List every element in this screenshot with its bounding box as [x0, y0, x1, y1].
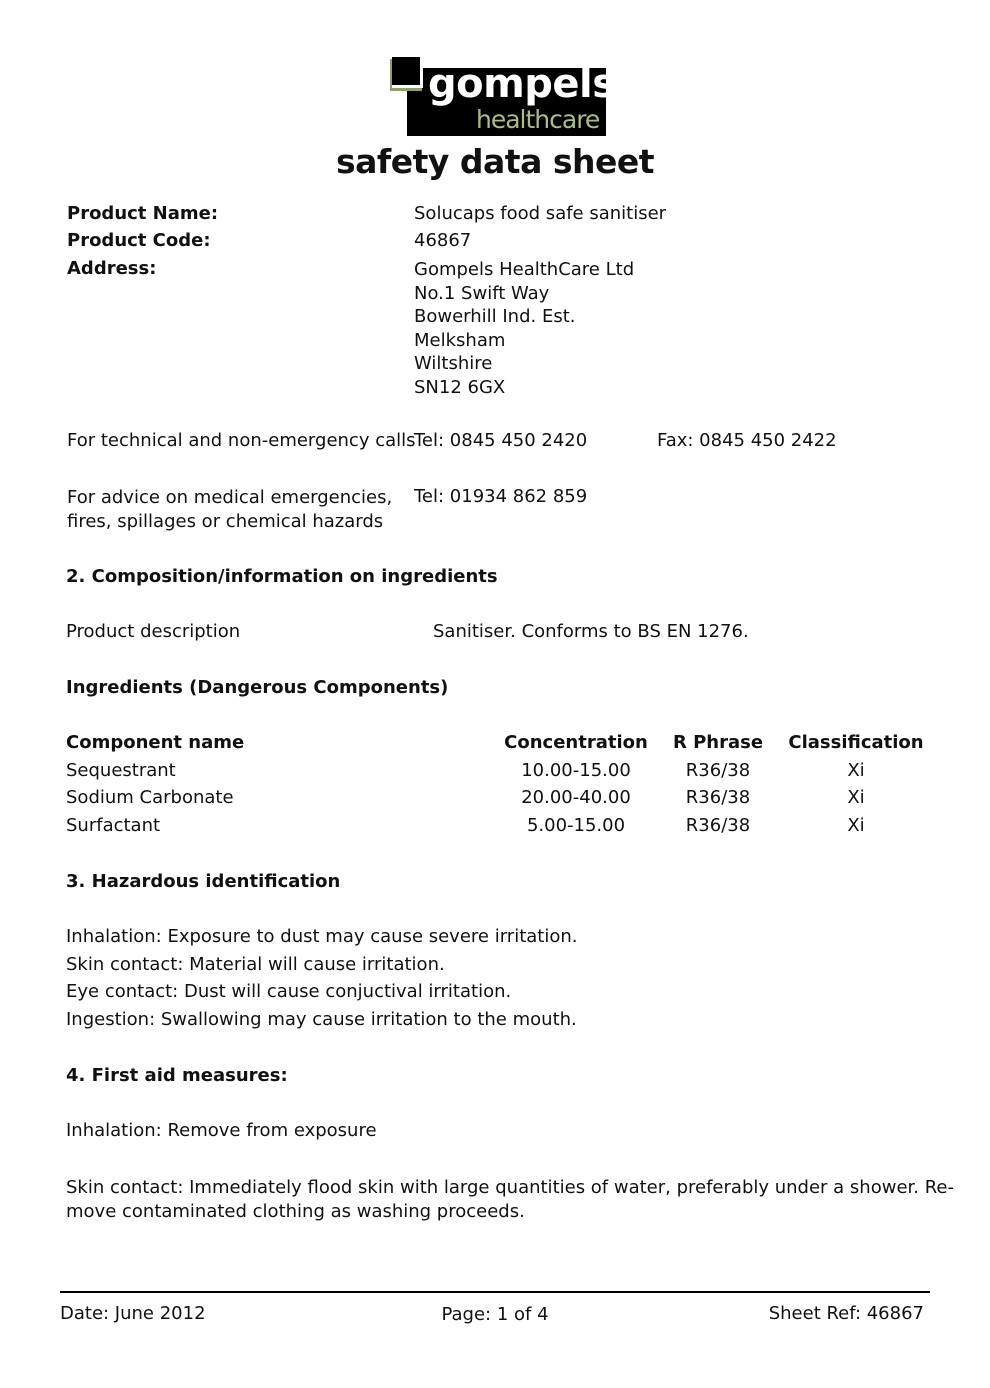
- footer-sheet-ref: Sheet Ref: 46867: [768, 1303, 924, 1324]
- document-title: safety data sheet: [335, 142, 655, 181]
- footer-divider: [60, 1291, 930, 1293]
- footer-date: Date: June 2012: [60, 1303, 206, 1324]
- table-cell-component: Surfactant: [66, 815, 161, 836]
- section3-heading: 3. Hazardous identification: [66, 871, 341, 892]
- table-cell-component: Sequestrant: [66, 760, 176, 781]
- address-line: Wiltshire: [414, 353, 493, 374]
- table-cell-rphrase: R36/38: [685, 760, 751, 781]
- table-cell-concentration: 5.00-15.00: [526, 815, 626, 836]
- first-aid-skin: [66, 1176, 954, 1223]
- address-label: Address:: [67, 258, 157, 279]
- address-line: Melksham: [414, 329, 506, 351]
- product-name-label: Product Name:: [67, 203, 219, 224]
- table-cell-rphrase: R36/38: [685, 787, 751, 808]
- logo-sub-text: healthcare: [476, 105, 600, 134]
- address-line: SN12 6GX: [414, 376, 506, 398]
- medical-tel: Tel: 01934 862 859: [414, 486, 588, 507]
- address-line: Bowerhill Ind. Est.: [414, 306, 576, 327]
- technical-tel: Tel: 0845 450 2420: [414, 430, 588, 451]
- table-header-component: Component name: [66, 732, 245, 753]
- medical-label-line: For advice on medical emergencies,: [67, 487, 393, 508]
- first-aid-skin-line: Skin contact: Immediately flood skin with large quantities of water, preferably under a shower. Re-: [66, 1177, 954, 1198]
- address-line: Gompels HealthCare Ltd: [414, 259, 635, 280]
- address-line: No.1 Swift Way: [414, 282, 550, 304]
- medical-label-line: fires, spillages or chemical hazards: [67, 510, 384, 532]
- table-header-classification: Classification: [788, 732, 924, 753]
- first-aid-skin-line: move contaminated clothing as washing proceeds.: [66, 1200, 525, 1222]
- hazard-line: Inhalation: Exposure to dust may cause severe irritation.: [66, 926, 578, 947]
- hazard-line: Skin contact: Material will cause irritation.: [66, 954, 445, 975]
- technical-calls-label: For technical and non-emergency calls: [67, 430, 416, 451]
- table-cell-concentration: 20.00-40.00: [521, 787, 631, 808]
- table-header-rphrase: R Phrase: [672, 732, 764, 753]
- section4-heading: 4. First aid measures:: [66, 1065, 288, 1086]
- product-name-value: Solucaps food safe sanitiser: [414, 203, 667, 224]
- table-header-concentration: Concentration: [504, 732, 648, 753]
- product-description-value: Sanitiser. Conforms to BS EN 1276.: [433, 621, 749, 642]
- company-logo: [390, 57, 616, 136]
- hazard-line: Ingestion: Swallowing may cause irritation to the mouth.: [66, 1009, 577, 1030]
- product-code-label: Product Code:: [67, 230, 211, 251]
- table-cell-classification: Xi: [847, 787, 865, 808]
- technical-fax: Fax: 0845 450 2422: [657, 430, 837, 451]
- address-block: [414, 258, 634, 399]
- first-aid-inhalation: Inhalation: Remove from exposure: [66, 1120, 377, 1141]
- table-cell-classification: Xi: [847, 760, 865, 781]
- section2-heading: 2. Composition/information on ingredients: [66, 566, 498, 587]
- table-cell-classification: Xi: [847, 815, 865, 836]
- table-cell-rphrase: R36/38: [685, 815, 751, 836]
- footer-page-number: Page: 1 of 4: [441, 1304, 549, 1325]
- product-description-label: Product description: [66, 621, 241, 642]
- logo-square-icon: [392, 57, 423, 88]
- table-cell-concentration: 10.00-15.00: [521, 760, 631, 781]
- hazard-line: Eye contact: Dust will cause conjuctival irritation.: [66, 981, 512, 1002]
- ingredients-heading: Ingredients (Dangerous Components): [66, 677, 449, 698]
- medical-label: [67, 486, 392, 533]
- logo-brand-text: gompels: [428, 61, 616, 107]
- table-cell-component: Sodium Carbonate: [66, 787, 234, 808]
- product-code-value: 46867: [414, 230, 472, 251]
